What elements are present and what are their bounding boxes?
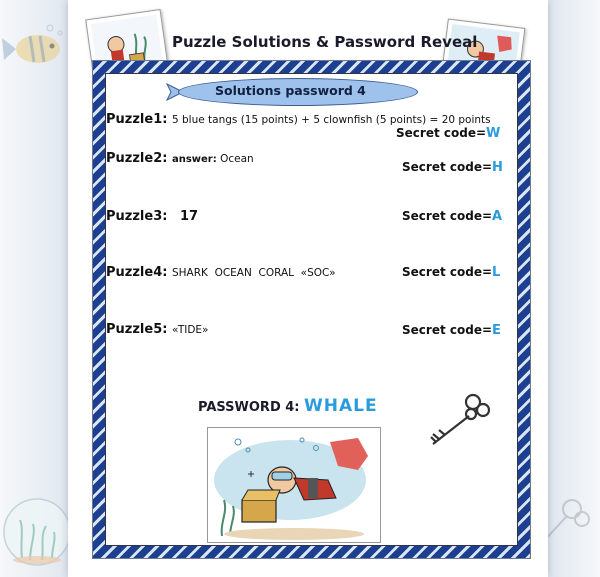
puzzle-2-code-letter: H	[492, 160, 503, 175]
puzzle-2-label: Puzzle2:	[106, 151, 168, 166]
password-value: WHALE	[304, 396, 378, 416]
puzzle-4-answer: SHARK OCEAN CORAL «SOC»	[171, 267, 336, 279]
puzzle-2-code	[402, 160, 503, 175]
puzzle-2-answer: Ocean	[220, 153, 254, 165]
puzzle-3-label: Puzzle3:	[106, 209, 168, 224]
puzzle-3-code-letter: A	[492, 209, 503, 224]
puzzle-1-code-letter: W	[486, 126, 501, 141]
password-line	[198, 396, 378, 416]
background-right	[540, 0, 600, 577]
coral-bubble-icon	[0, 490, 75, 577]
puzzle-4-code-label: Secret code=	[402, 265, 493, 279]
puzzle-4-label: Puzzle4:	[106, 265, 168, 280]
puzzle-1-answer: 5 blue tangs (15 points) + 5 clownfish (5 points) = 20 points	[171, 114, 491, 126]
diver-illustration	[207, 427, 381, 543]
puzzle-3-code	[402, 209, 502, 224]
puzzle-4-code-letter: L	[492, 265, 501, 280]
puzzle-3-answer: 17	[179, 209, 199, 224]
page-title: Puzzle Solutions & Password Reveal	[172, 33, 478, 51]
puzzle-5-code-letter: E	[492, 323, 501, 338]
puzzle-3-code-label: Secret code=	[402, 209, 493, 223]
fish-icon	[0, 24, 75, 74]
puzzle-2-answer-label: answer:	[171, 154, 217, 165]
key-icon	[425, 392, 495, 450]
puzzle-1-code	[396, 126, 500, 141]
diver-treasure-icon	[208, 428, 380, 542]
puzzle-4-code	[402, 265, 500, 280]
puzzle-5-code-label: Secret code=	[402, 323, 493, 337]
puzzle-4-row	[106, 265, 336, 280]
puzzle-3-row	[106, 209, 198, 224]
puzzle-5-row	[106, 322, 208, 337]
puzzle-5-answer: «TIDE»	[171, 324, 209, 336]
puzzle-2-row	[106, 151, 254, 166]
puzzle-1-row	[106, 112, 491, 127]
puzzle-5-label: Puzzle5:	[106, 322, 168, 337]
password-label: PASSWORD 4:	[198, 400, 300, 415]
section-banner-title: Solutions password 4	[215, 83, 366, 98]
puzzle-2-code-label: Secret code=	[402, 160, 493, 174]
puzzle-1-code-label: Secret code=	[396, 126, 487, 140]
puzzle-5-code	[402, 323, 501, 338]
puzzle-1-label: Puzzle1:	[106, 112, 168, 127]
